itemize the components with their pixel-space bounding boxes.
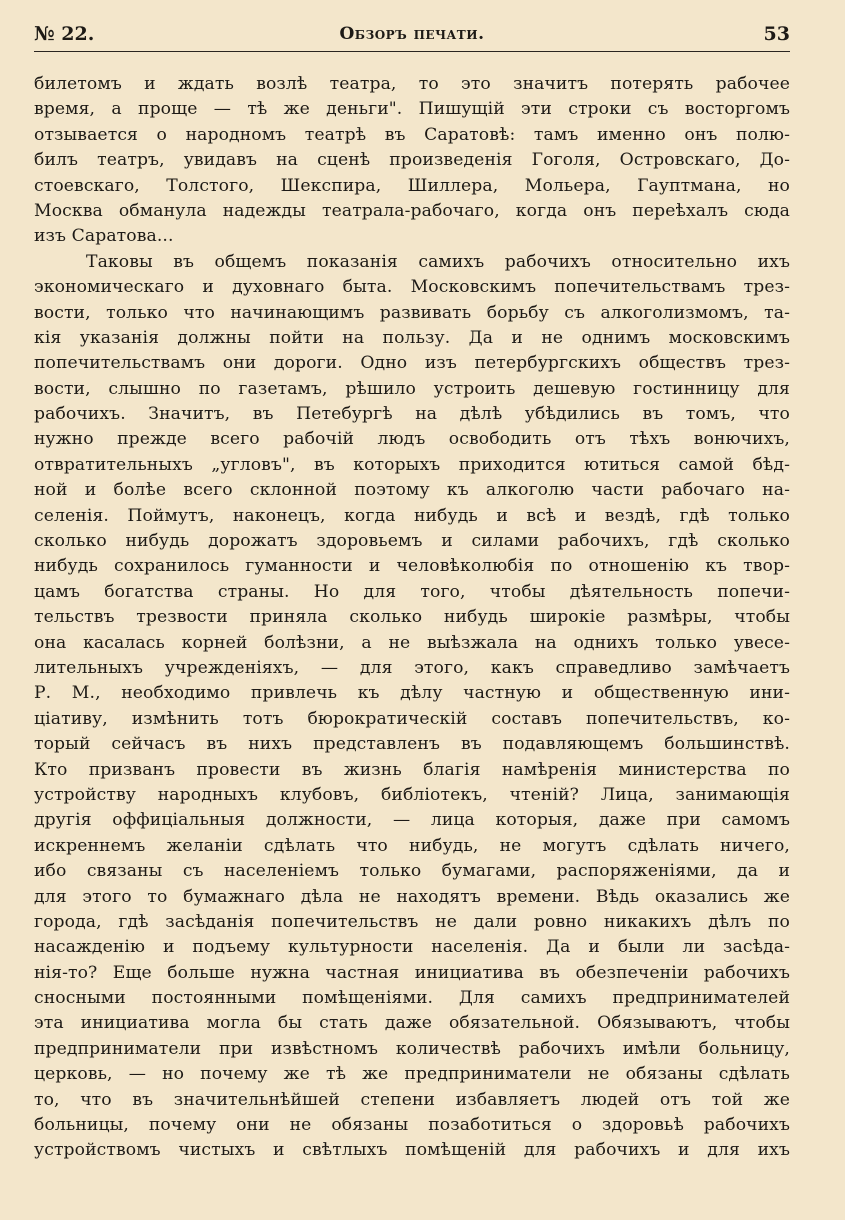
text-line: попечительствамъ они дороги. Одно изъ петербургскихъ обществъ трез- bbox=[34, 353, 790, 374]
text-line: сколько нибудь дорожатъ здоровьемъ и силами рабочихъ, гдѣ сколько bbox=[34, 531, 790, 552]
text-line: рабочихъ. Значитъ, въ Петебургѣ на дѣлѣ убѣдились въ томъ, что bbox=[34, 404, 790, 425]
text-line: вости, только что начинающимъ развивать борьбу съ алкоголизмомъ, та- bbox=[34, 302, 790, 323]
running-title: Обзоръ печати. bbox=[339, 24, 485, 44]
text-line: искреннемъ желаніи сдѣлать что нибудь, не могутъ сдѣлать ничего, bbox=[34, 835, 790, 856]
text-line: билетомъ и ждать возлѣ театра, то это значитъ потерять рабочее bbox=[34, 74, 790, 94]
text-line: экономическаго и духовнаго быта. Московскимъ попечительствамъ трез- bbox=[34, 277, 790, 298]
text-line: Таковы въ общемъ показанія самихъ рабочихъ относительно ихъ bbox=[86, 251, 790, 272]
text-line: нибудь сохранилось гуманности и человѣколюбія по отношенію къ твор- bbox=[34, 556, 790, 577]
header-rule bbox=[34, 51, 790, 52]
text-line: селенія. Поймутъ, наконецъ, когда нибудь и всѣ и вездѣ, гдѣ только bbox=[34, 505, 790, 526]
text-line: больницы, почему они не обязаны позаботиться о здоровьѣ рабочихъ bbox=[34, 1115, 790, 1136]
page-number: 53 bbox=[763, 23, 790, 45]
text-line: устройствомъ чистыхъ и свѣтлыхъ помѣщеній для рабочихъ и для ихъ bbox=[34, 1140, 790, 1161]
text-line: нужно прежде всего рабочій людъ освободить отъ тѣхъ вонючихъ, bbox=[34, 429, 790, 450]
text-line: то, что въ значительнѣйшей степени избавляетъ людей отъ той же bbox=[34, 1089, 790, 1110]
text-line: отвратительныхъ „угловъ", въ которыхъ приходится ютиться самой бѣд- bbox=[34, 454, 790, 475]
running-header bbox=[34, 22, 790, 46]
text-line: города, гдѣ засѣданія попечительствъ не дали ровно никакихъ дѣлъ по bbox=[34, 911, 790, 932]
text-line: сносными постоянными помѣщеніями. Для самихъ предпринимателей bbox=[34, 988, 790, 1009]
text-line: ной и болѣе всего склонной поэтому къ алкоголю части рабочаго на- bbox=[34, 480, 790, 501]
text-line: церковь, — но почему же тѣ же предприниматели не обязаны сдѣлать bbox=[34, 1064, 790, 1085]
text-line: лительныхъ учрежденіяхъ, — для этого, какъ справедливо замѣчаетъ bbox=[34, 657, 790, 678]
text-line: другія оффиціальныя должности, — лица которыя, даже при самомъ bbox=[34, 810, 790, 831]
text-line: она касалась корней болѣзни, а не выѣзжала на однихъ только увесе- bbox=[34, 632, 790, 653]
text-line: устройству народныхъ клубовъ, библіотекъ, чтеній? Лица, занимающія bbox=[34, 784, 790, 805]
text-line: кія указанія должны пойти на пользу. Да и не однимъ московскимъ bbox=[34, 327, 790, 348]
text-line: ціативу, измѣнить тотъ бюрократическій составъ попечительствъ, ко- bbox=[34, 708, 790, 729]
text-line: предприниматели при извѣстномъ количествѣ рабочихъ имѣли больницу, bbox=[34, 1038, 790, 1059]
text-line: насажденію и подъему культурности населенія. Да и были ли засѣда- bbox=[34, 937, 790, 958]
text-line: нія-то? Еще больше нужна частная инициатива въ обезпеченіи рабочихъ bbox=[34, 962, 790, 983]
text-line: тельствъ трезвости приняла сколько нибудь широкіе размѣры, чтобы bbox=[34, 607, 790, 628]
text-line: билъ театръ, увидавъ на сценѣ произведенія Гоголя, Островскаго, До- bbox=[34, 150, 790, 171]
text-line: Р. М., необходимо привлечь къ дѣлу частную и общественную ини- bbox=[34, 683, 790, 704]
text-line: Кто призванъ провести въ жизнь благія намѣренія министерства по bbox=[34, 759, 790, 780]
text-line: отзывается о народномъ театрѣ въ Саратовѣ: тамъ именно онъ полю- bbox=[34, 124, 790, 145]
text-line: торый сейчасъ въ нихъ представленъ въ подавляющемъ большинствѣ. bbox=[34, 734, 790, 755]
issue-number: № 22. bbox=[34, 23, 95, 45]
text-line: эта инициатива могла бы стать даже обязательной. Обязываютъ, чтобы bbox=[34, 1013, 790, 1034]
text-line: Москва обманула надежды театрала-рабочаго, когда онъ переѣхалъ сюда bbox=[34, 200, 790, 221]
text-line: стоевскаго, Толстого, Шекспира, Шиллера, Мольера, Гауптмана, но bbox=[34, 175, 790, 196]
text-line: ибо связаны съ населеніемъ только бумагами, распоряженіями, да и bbox=[34, 861, 790, 882]
text-line: цамъ богатства страны. Но для того, чтобы дѣятельность попечи- bbox=[34, 581, 790, 602]
body-text bbox=[34, 72, 790, 1164]
text-line: время, а проще — тѣ же деньги". Пишущій эти строки съ восторгомъ bbox=[34, 99, 790, 120]
text-line: изъ Саратова... bbox=[34, 226, 174, 247]
text-line: для этого то бумажнаго дѣла не находятъ времени. Вѣдь оказались же bbox=[34, 886, 790, 907]
text-line: вости, слышно по газетамъ, рѣшило устроить дешевую гостинницу для bbox=[34, 378, 790, 399]
